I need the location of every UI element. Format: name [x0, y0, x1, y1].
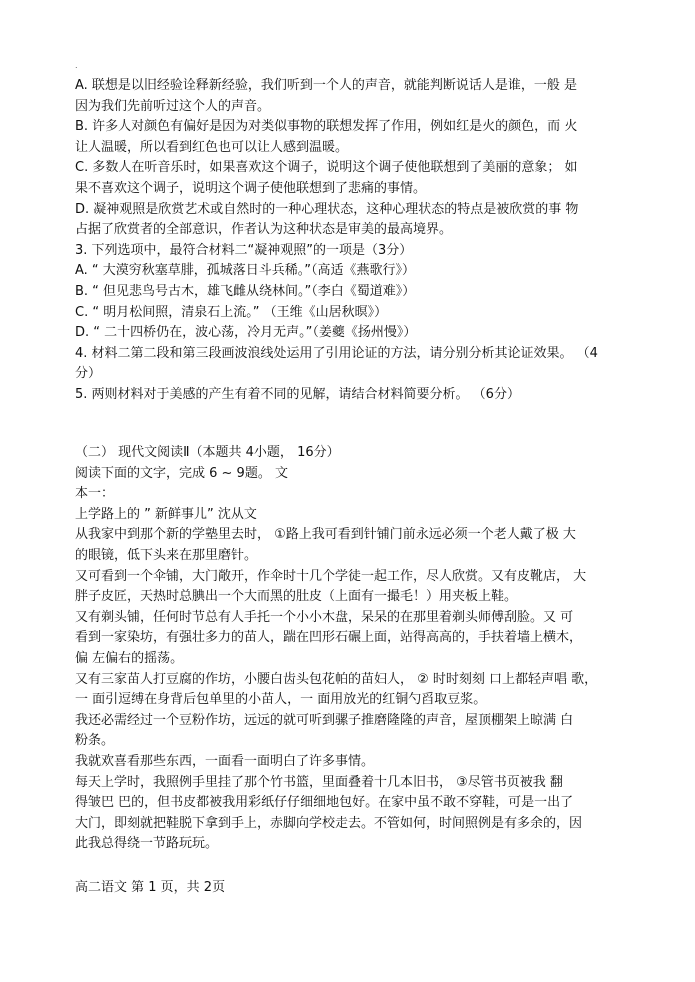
text-line: 看到一家染坊，有强壮多力的苗人，踹在凹形石碾上面，站得高高的，手扶着墙上横木， — [75, 630, 583, 646]
text-line: 大门，即刻就把鞋脱下拿到手上，赤脚向学校走去。不管如何，时间照例是有多余的，因 — [75, 815, 583, 831]
text-line: 让人温暖，所以看到红色也可以让人感到温暖。 — [75, 139, 349, 155]
option-a: A. “ 大漠穷秋塞草腓，孤城落日斗兵稀。”（高适《燕歌行》） — [75, 263, 416, 279]
article-title: 上学路上的 ” 新鲜事儿” 沈从文 — [75, 506, 257, 522]
text-line: B. 许多人对颜色有偏好是因为对类似事物的联想发挥了作用，例如红是火的颜色，而 火 — [75, 119, 578, 135]
text-line: 粉条。 — [75, 733, 115, 749]
text-line: 我还必需经过一个豆粉作坊，远远的就可听到骡子推磨隆隆的声音，屋顶棚架上晾满 白 — [75, 712, 574, 728]
page-mark: . — [75, 61, 78, 70]
instructions: 阅读下面的文字，完成 6 ~ 9题。 文 — [75, 465, 288, 481]
text-line: A. 联想是以旧经验诠释新经验，我们听到一个人的声音，就能判断说话人是谁，一般 是 — [75, 78, 578, 93]
text-line: 本一： — [75, 486, 115, 502]
text-line: 占据了欣赏者的全部意识，作者认为这种状态是审美的最高境界。 — [75, 222, 453, 238]
text-line: 每天上学时，我照例手里挂了那个竹书篮，里面叠着十几本旧书， ③尽管书页被我 翻 — [75, 774, 563, 790]
text-line: 的眼镜，低下头来在那里磨针。 — [75, 547, 258, 563]
text-line: 此我总得绕一节路玩玩。 — [75, 836, 219, 852]
question-4: 4. 材料二第二段和第三段画波浪线处运用了引用论证的方法，请分别分析其论证效果。 （4 — [75, 345, 598, 361]
text-line: 从我家中到那个新的学塾里去时， ①路上我可看到针铺门前永远必须一个老人戴了极 大 — [75, 527, 576, 543]
section-heading: （二） 现代文阅读Ⅱ（本题共 4小题， 16分） — [75, 445, 340, 460]
text-line: 因为我们先前听过这个人的声音。 — [75, 98, 271, 114]
question-3: 3. 下列选项中，最符合材料二“凝神观照”的一项是（3分） — [75, 242, 413, 258]
text-line: 偏 左偏右的摇荡。 — [75, 650, 184, 666]
option-d: D. “ 二十四桥仍在，波心荡，冷月无声。”（姜夔《扬州慢》） — [75, 325, 417, 341]
question-5: 5. 两则材料对于美感的产生有着不同的见解，请结合材料简要分析。 （6分） — [75, 386, 520, 402]
text-line: 胖子皮匠，天热时总腆出一个大而黑的肚皮（上面有一撮毛！）用夹板上鞋。 — [75, 589, 518, 605]
option-c: C. “ 明月松间照，清泉石上流。” （王维《山居秋暝》） — [75, 304, 388, 320]
text-line: 一 面引逗缚在身背后包单里的小苗人，一 面用放光的红铜勺舀取豆浆。 — [75, 692, 487, 708]
text-line: C. 多数人在听音乐时，如果喜欢这个调子，说明这个调子使他联想到了美丽的意象； 如 — [75, 160, 578, 176]
text-line: 又可看到一个伞铺，大门敞开，作伞时十几个学徒一起工作，尽人欣赏。又有皮靴店， 大 — [75, 568, 587, 584]
text-line: 果不喜欢这个调子，说明这个调子使他联想到了悲痛的事情。 — [75, 180, 427, 196]
page-footer: 高二语文 第 1 页，共 2页 — [75, 880, 226, 895]
text-line: 得皱巴 巴的，但书皮都被我用彩纸仔仔细细地包好。在家中虽不敢不穿鞋，可是一出了 — [75, 795, 574, 811]
text-line: 分） — [75, 366, 102, 382]
option-b: B. “ 但见悲鸟号古木，雄飞雌从绕林间。”（李白《蜀道难》） — [75, 283, 416, 299]
reading-section — [75, 443, 627, 855]
text-line: 又有三家苗人打豆腐的作坊，小腰白齿头包花帕的苗妇人， ② 时时刻刻 口上都轻声唱 歌， — [75, 671, 598, 687]
questions-section — [75, 76, 627, 406]
text-line: 我就欢喜看那些东西，一面看一面明白了许多事情。 — [75, 753, 375, 769]
text-line: D. 凝神观照是欣赏艺术或自然时的一种心理状态，这种心理状态的特点是被欣赏的事 物 — [75, 201, 579, 217]
text-line: 又有剃头铺，任何时节总有人手托一个小小木盘，呆呆的在那里着剃头师傅刮脸。又 可 — [75, 609, 574, 625]
